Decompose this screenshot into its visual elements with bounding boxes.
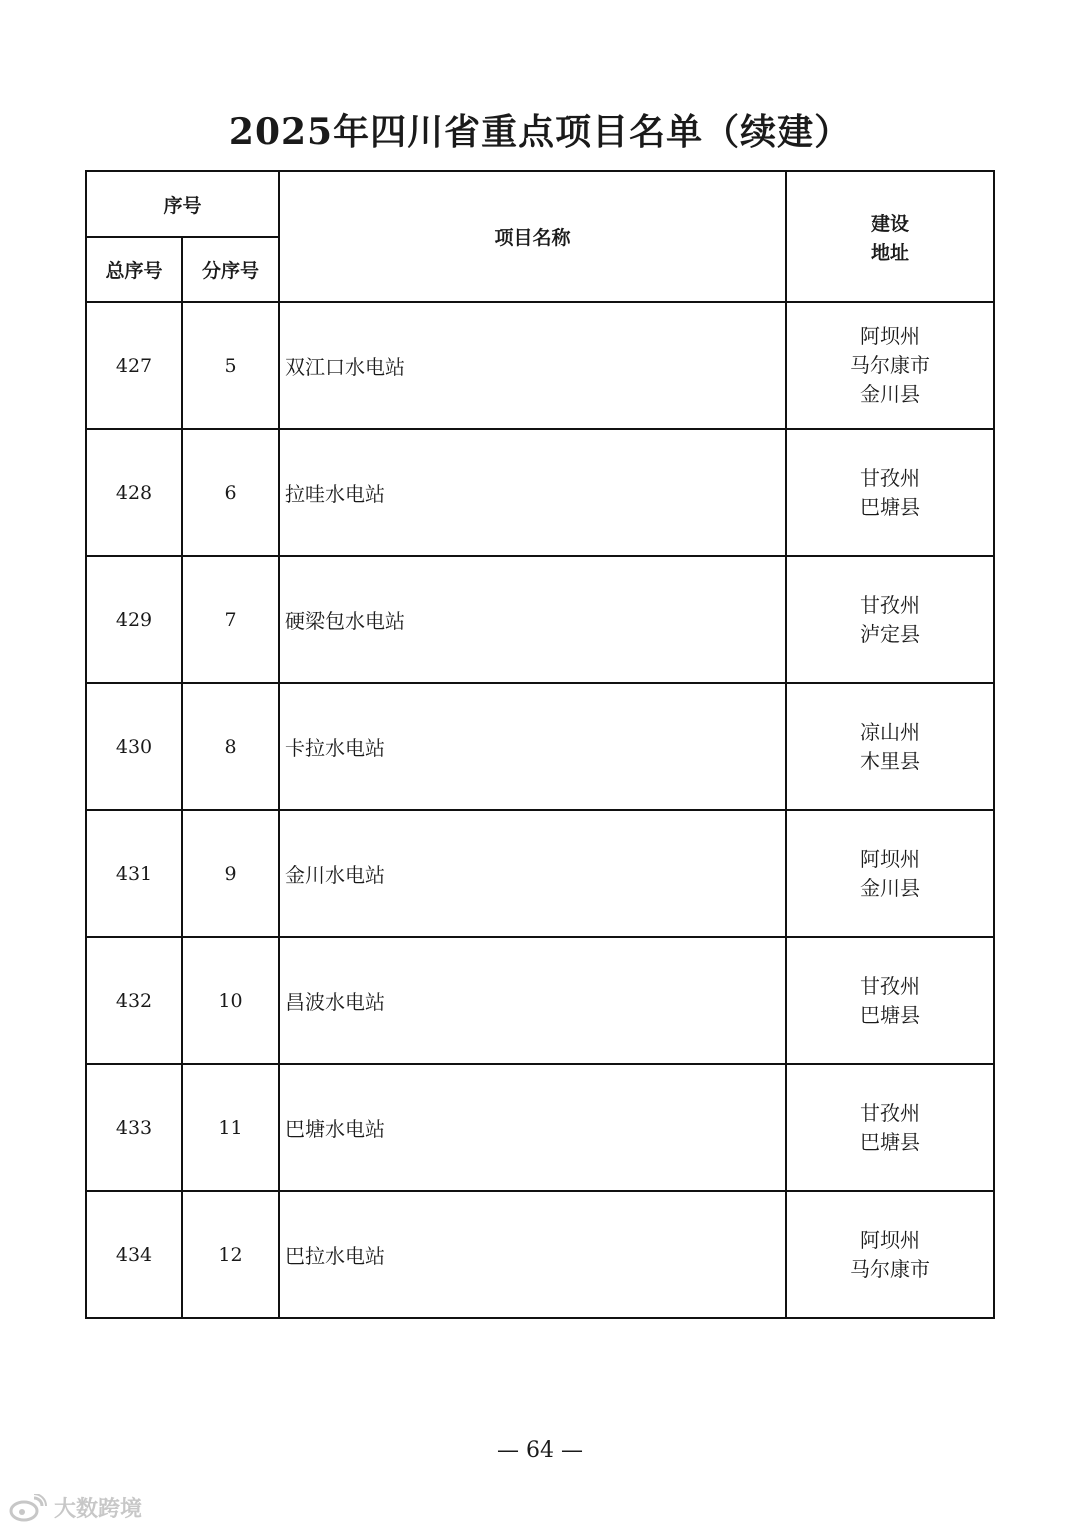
- cell-project-name: 巴拉水电站: [279, 1191, 786, 1318]
- cell-location: [786, 556, 994, 683]
- header-seq-group: 序号: [86, 171, 279, 237]
- cell-project-name: 双江口水电站: [279, 302, 786, 429]
- header-total-seq: 总序号: [86, 237, 182, 302]
- page-number: — 64 —: [497, 1438, 583, 1463]
- cell-total-seq: 428: [86, 429, 182, 556]
- cell-total-seq: 433: [86, 1064, 182, 1191]
- cell-sub-seq: 9: [182, 810, 279, 937]
- cell-sub-seq: 7: [182, 556, 279, 683]
- location-line: 马尔康市: [850, 1256, 931, 1281]
- cell-location: [786, 1191, 994, 1318]
- cell-project-name: 硬梁包水电站: [279, 556, 786, 683]
- location-line: 巴塘县: [860, 494, 921, 519]
- cell-project-name: 金川水电站: [279, 810, 786, 937]
- header-location-line2: 地址: [871, 241, 910, 264]
- header-location: [786, 171, 994, 302]
- cell-sub-seq: 6: [182, 429, 279, 556]
- table-row: [86, 937, 994, 1064]
- cell-location: [786, 1064, 994, 1191]
- table-row: [86, 1191, 994, 1318]
- cell-location: [786, 937, 994, 1064]
- table-row: [86, 429, 994, 556]
- cell-project-name: 昌波水电站: [279, 937, 786, 1064]
- cell-sub-seq: 5: [182, 302, 279, 429]
- cell-sub-seq: 12: [182, 1191, 279, 1318]
- location-line: 金川县: [860, 875, 921, 900]
- location-line: 巴塘县: [860, 1129, 921, 1154]
- cell-project-name: 巴塘水电站: [279, 1064, 786, 1191]
- cell-project-name: 卡拉水电站: [279, 683, 786, 810]
- header-row-1: [86, 171, 994, 237]
- header-location-line1: 建设: [871, 212, 910, 235]
- location-line: 金川县: [860, 382, 921, 406]
- location-line: 巴塘县: [860, 1002, 921, 1027]
- cell-sub-seq: 11: [182, 1064, 279, 1191]
- location-line: 泸定县: [860, 621, 921, 646]
- cell-sub-seq: 8: [182, 683, 279, 810]
- page-title: 2025年四川省重点项目名单（续建）: [228, 111, 852, 153]
- table-row: [86, 556, 994, 683]
- header-sub-seq: 分序号: [182, 237, 279, 302]
- cell-total-seq: 432: [86, 937, 182, 1064]
- weibo-logo-icon: [8, 1494, 48, 1522]
- table-row: [86, 302, 994, 429]
- cell-total-seq: 430: [86, 683, 182, 810]
- watermark-text: 大数跨境: [54, 1497, 143, 1522]
- cell-total-seq: 431: [86, 810, 182, 937]
- header-project-name: 项目名称: [279, 171, 786, 302]
- location-line: 阿坝州: [860, 324, 921, 348]
- watermark: [8, 1492, 142, 1523]
- table-row: [86, 683, 994, 810]
- location-line: 阿坝州: [860, 846, 921, 871]
- location-line: 甘孜州: [860, 1100, 921, 1125]
- cell-total-seq: 434: [86, 1191, 182, 1318]
- location-line: 甘孜州: [860, 592, 921, 617]
- cell-location: [786, 810, 994, 937]
- location-line: 阿坝州: [860, 1227, 921, 1252]
- cell-total-seq: 427: [86, 302, 182, 429]
- cell-location: [786, 683, 994, 810]
- table-row: [86, 1064, 994, 1191]
- cell-location: [786, 429, 994, 556]
- table-row: [86, 810, 994, 937]
- location-line: 马尔康市: [850, 353, 931, 377]
- location-line: 木里县: [860, 748, 921, 773]
- cell-project-name: 拉哇水电站: [279, 429, 786, 556]
- cell-total-seq: 429: [86, 556, 182, 683]
- cell-sub-seq: 10: [182, 937, 279, 1064]
- location-line: 凉山州: [860, 719, 921, 744]
- location-line: 甘孜州: [860, 973, 921, 998]
- cell-location: [786, 302, 994, 429]
- location-line: 甘孜州: [860, 465, 921, 490]
- projects-table: [85, 170, 995, 1319]
